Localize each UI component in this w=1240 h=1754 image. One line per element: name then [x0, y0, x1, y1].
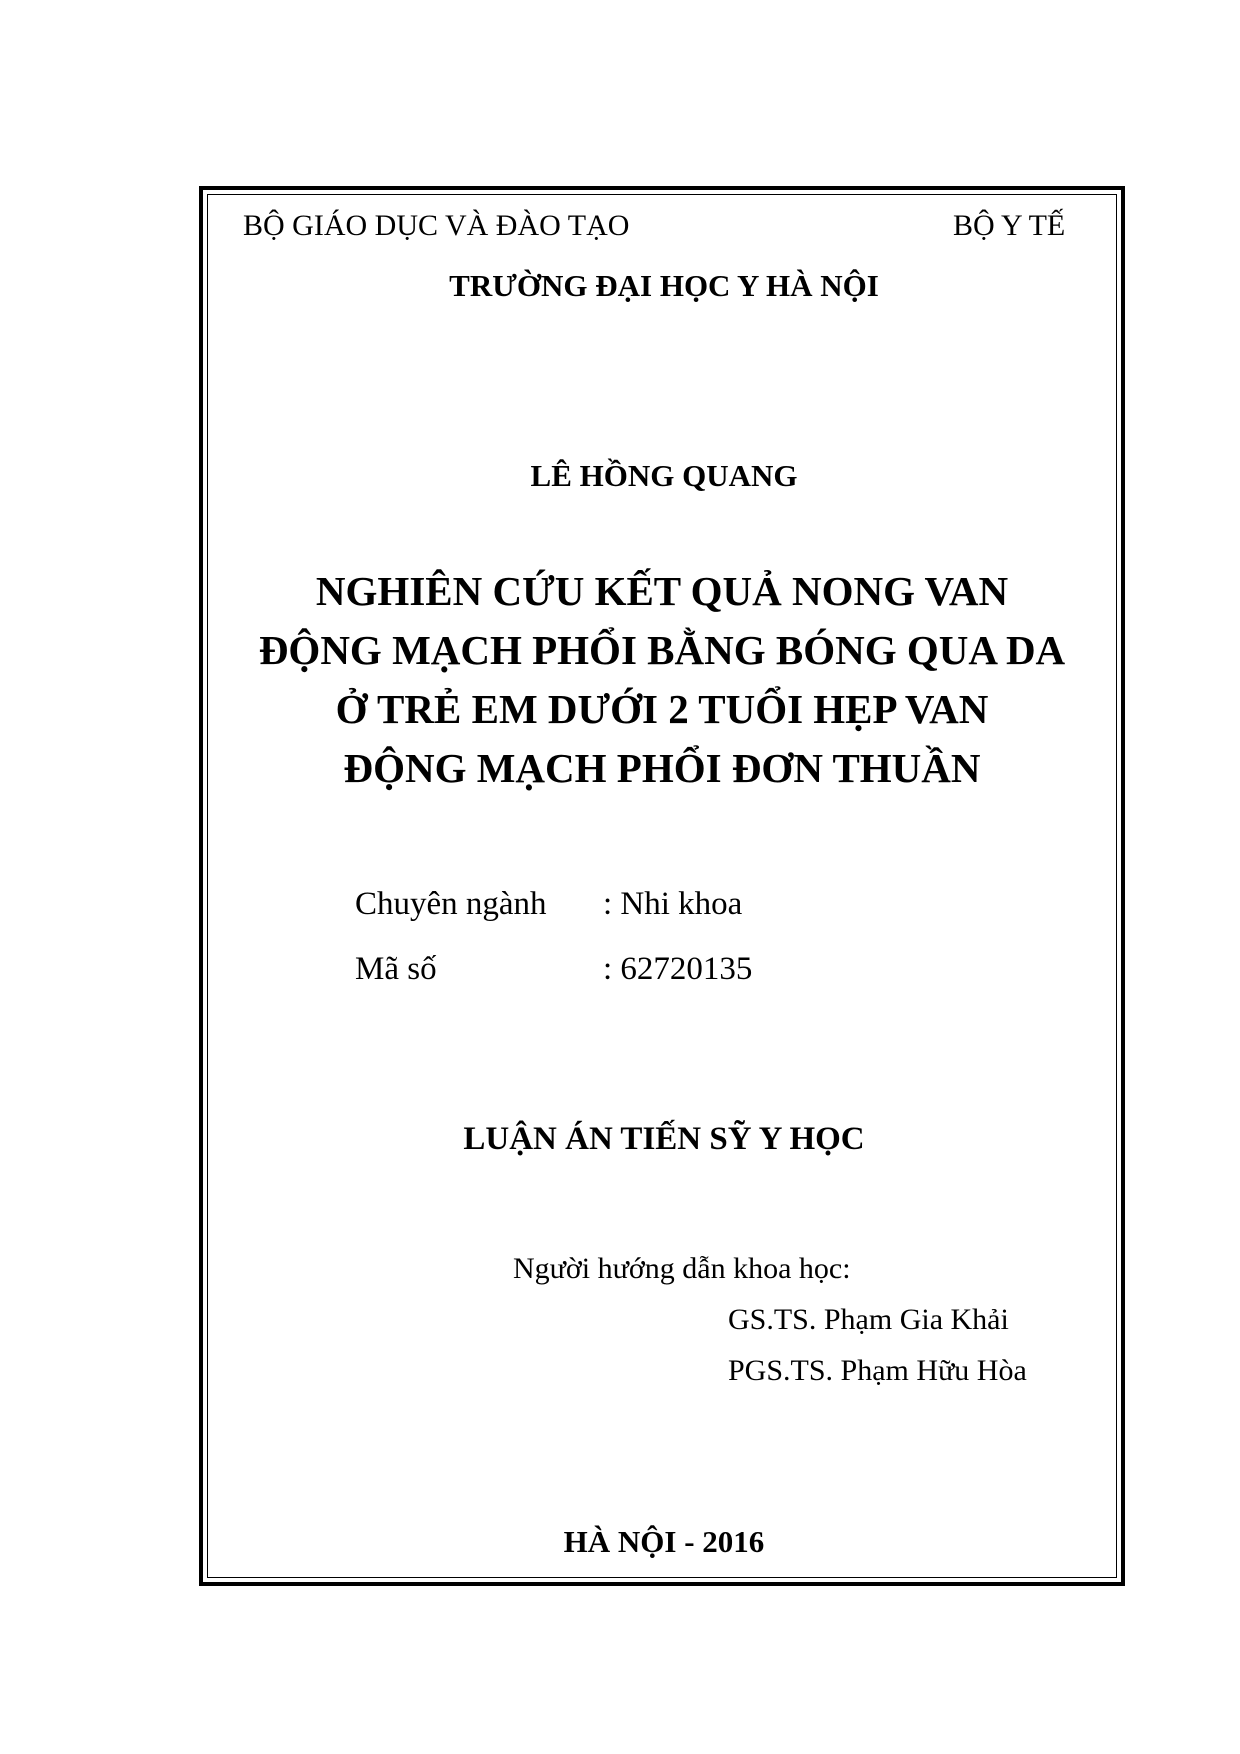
- university-name: TRƯỜNG ĐẠI HỌC Y HÀ NỘI: [449, 268, 879, 303]
- ministry-education: BỘ GIÁO DỤC VÀ ĐÀO TẠO: [243, 209, 630, 242]
- code-label: Mã số: [355, 951, 437, 987]
- thesis-title-line: ĐỘNG MẠCH PHỔI ĐƠN THUẦN: [343, 745, 981, 791]
- code-value: : 62720135: [603, 951, 753, 987]
- thesis-title-line: Ở TRẺ EM DƯỚI 2 TUỔI HẸP VAN: [335, 686, 989, 732]
- thesis-title-line: NGHIÊN CỨU KẾT QUẢ NONG VAN: [315, 568, 1009, 614]
- advisor-name: PGS.TS. Phạm Hữu Hòa: [728, 1354, 1027, 1387]
- degree-title: LUẬN ÁN TIẾN SỸ Y HỌC: [463, 1121, 865, 1157]
- advisor-name: GS.TS. Phạm Gia Khải: [728, 1303, 1009, 1336]
- author-name: LÊ HỒNG QUANG: [530, 458, 798, 493]
- advisors-heading: Người hướng dẫn khoa học:: [513, 1252, 851, 1285]
- specialty-label: Chuyên ngành: [355, 886, 547, 922]
- thesis-title: [207, 562, 1117, 798]
- specialty-value: : Nhi khoa: [603, 886, 743, 922]
- thesis-title-line: ĐỘNG MẠCH PHỔI BẰNG BÓNG QUA DA: [258, 627, 1066, 673]
- ministry-health: BỘ Y TẾ: [953, 209, 1066, 242]
- place-and-year: HÀ NỘI - 2016: [563, 1524, 765, 1559]
